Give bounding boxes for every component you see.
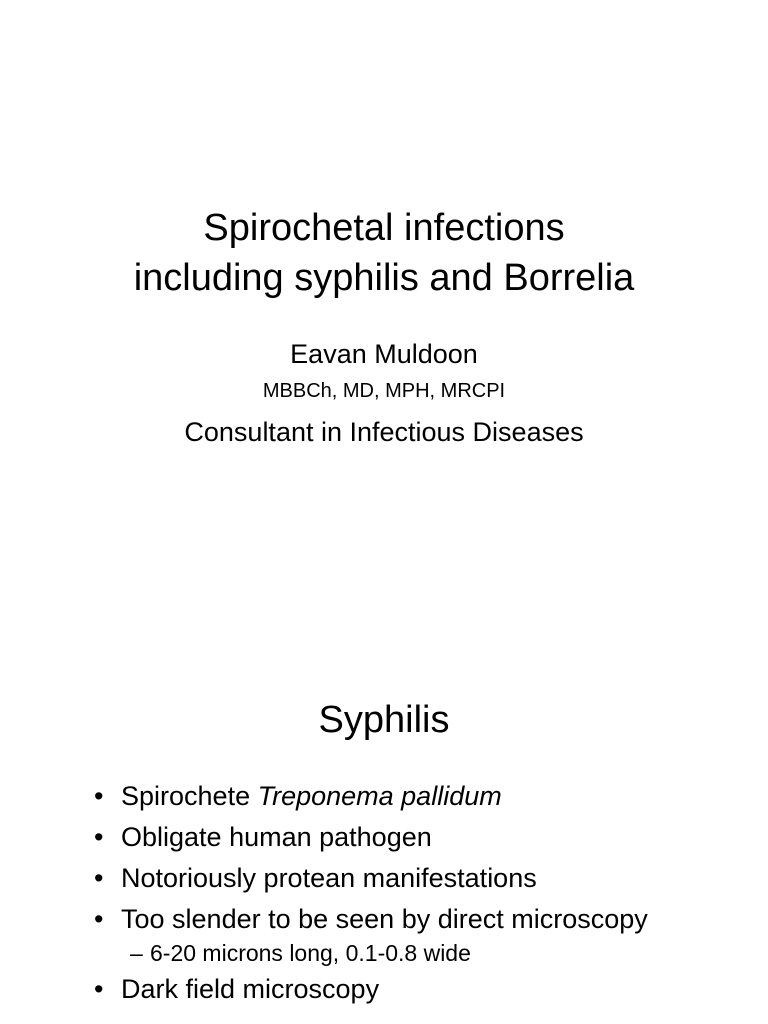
sub-bullet-item	[92, 939, 712, 967]
bullet-item	[92, 780, 712, 812]
slide-title-line-2: including syphilis and Borrelia	[133, 257, 635, 299]
bullet-text: Notoriously protean manifestations	[121, 863, 537, 893]
sub-bullet-text: 6-20 microns long, 0.1-0.8 wide	[150, 940, 471, 966]
bullet-item	[92, 821, 712, 853]
bullet-item	[92, 973, 712, 1005]
bullet-text: Dark field microscopy	[121, 974, 380, 1004]
author-degrees: MBBCh, MD, MPH, MRCPI	[262, 380, 506, 402]
sub-bullet-marker: –	[130, 940, 143, 966]
bullet-item	[92, 903, 712, 935]
bullet-text: Too slender to be seen by direct microscopy	[121, 904, 648, 934]
author-role: Consultant in Infectious Diseases	[184, 417, 584, 447]
bullet-marker: •	[94, 904, 104, 934]
slide-title: Syphilis	[318, 699, 450, 741]
syphilis-slide	[0, 680, 768, 1024]
bullet-text: Spirochete	[121, 781, 258, 811]
bullet-marker: •	[94, 974, 104, 1004]
bullet-italic-text: Treponema pallidum	[257, 781, 502, 811]
bullet-text: Obligate human pathogen	[121, 822, 432, 852]
bullet-marker: •	[94, 781, 104, 811]
bullet-list	[92, 780, 712, 1014]
bullet-item	[92, 862, 712, 894]
slide-title-line-1: Spirochetal infections	[203, 207, 565, 249]
author-name: Eavan Muldoon	[290, 339, 478, 369]
bullet-marker: •	[94, 822, 104, 852]
bullet-marker: •	[94, 863, 104, 893]
